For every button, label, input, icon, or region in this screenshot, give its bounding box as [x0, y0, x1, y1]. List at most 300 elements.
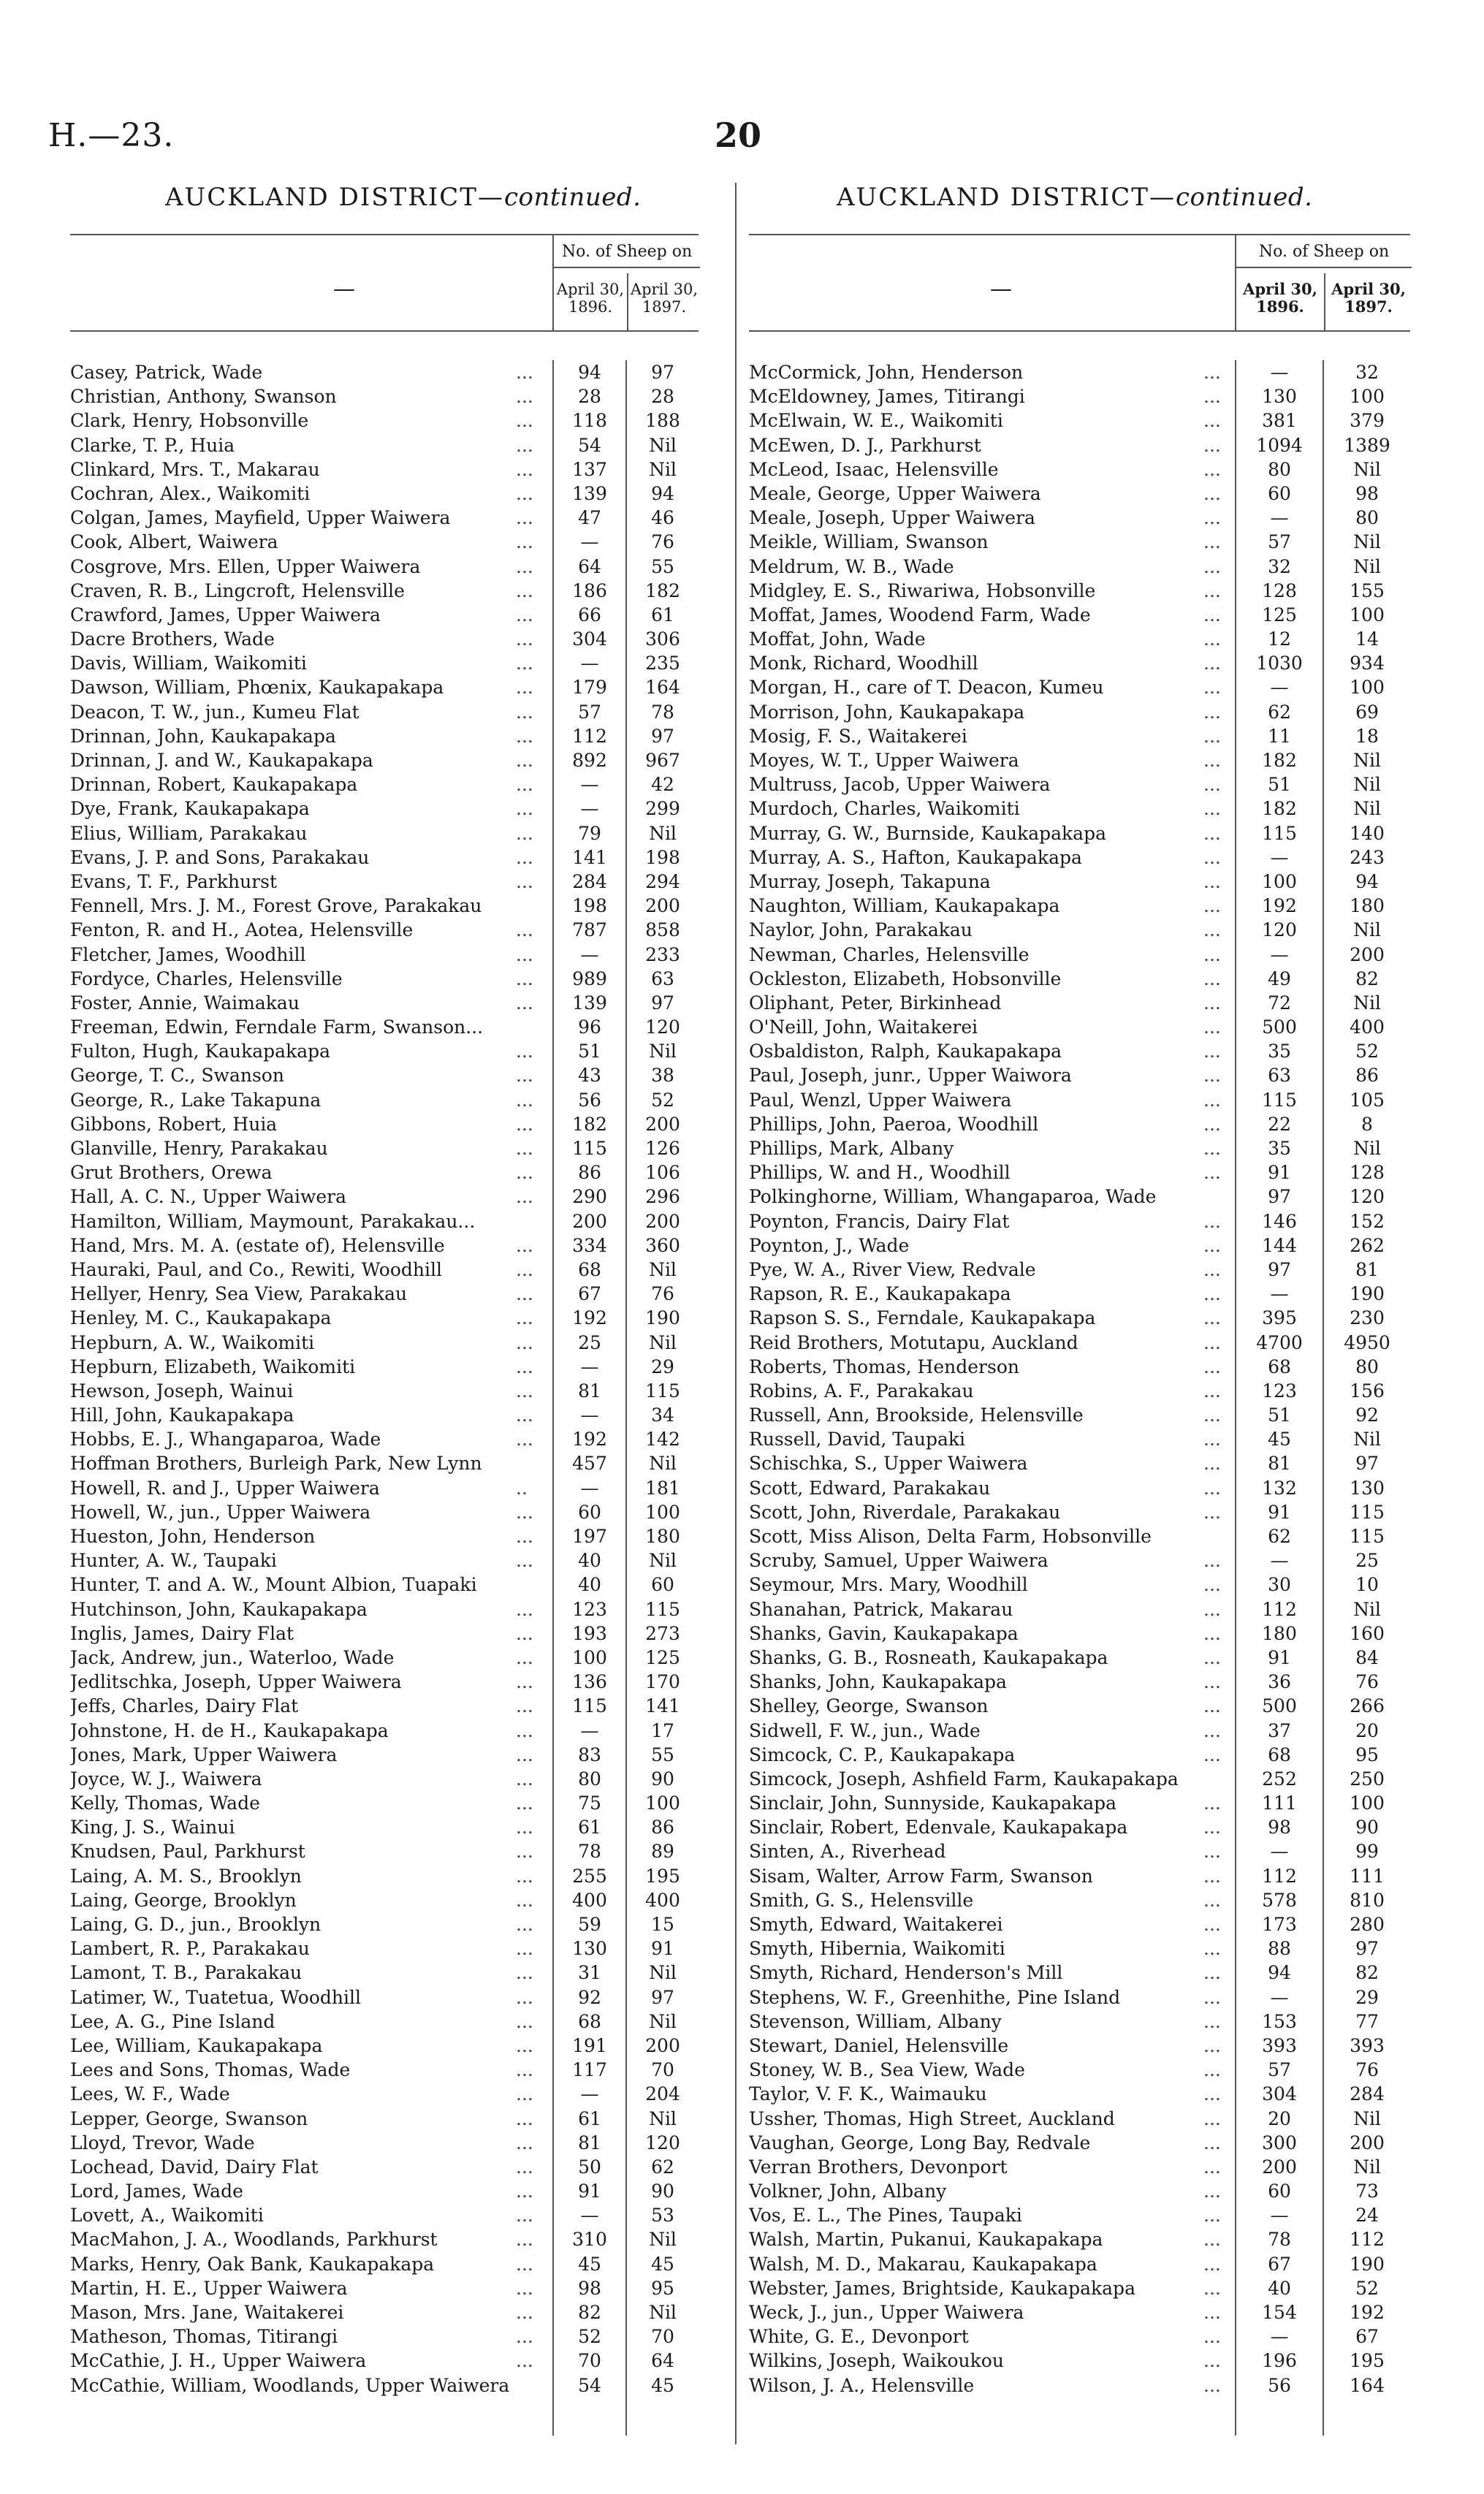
leader-dots: ...: [516, 1307, 533, 1329]
sheep-1897: 100: [1350, 677, 1385, 699]
holder-name: Clarke, T. P., Huia: [70, 434, 235, 456]
sheep-1896: 80: [1268, 458, 1291, 480]
leader-dots: ...: [1203, 967, 1221, 989]
table-row: [749, 2227, 1410, 2251]
sheep-1897: 967: [645, 750, 680, 771]
table-row: [749, 1719, 1410, 1743]
sheep-1896: 191: [572, 2034, 607, 2056]
holder-name: Fennell, Mrs. J. M., Forest Grove, Parakakau: [70, 895, 482, 917]
sheep-1896: 91: [1268, 1162, 1291, 1184]
leader-dots: ...: [1203, 992, 1221, 1014]
holder-name: Lepper, George, Swanson: [70, 2107, 308, 2129]
sheep-1897: 76: [1355, 2059, 1379, 2081]
table-row: [70, 1622, 699, 1646]
table-row: [749, 579, 1410, 603]
sheep-1896: 61: [578, 2107, 601, 2129]
sheep-1897: Nil: [649, 822, 677, 844]
sheep-1897: 100: [645, 1792, 680, 1814]
table-row: [70, 1015, 699, 1039]
holder-name: Laing, G. D., jun., Brooklyn: [70, 1914, 321, 1935]
leader-dots: ...: [1203, 1841, 1221, 1863]
right-rows: [749, 360, 1410, 2398]
holder-name: Stoney, W. B., Sea View, Wade: [749, 2059, 1025, 2081]
leader-dots: ...: [1203, 410, 1221, 432]
table-row: [749, 2300, 1410, 2324]
holder-name: Poynton, J., Wade: [749, 1234, 910, 1256]
holder-name: Hobbs, E. J., Whangaparoa, Wade: [70, 1429, 381, 1451]
holder-name: Meale, George, Upper Waiwera: [749, 482, 1041, 504]
sheep-1896: 123: [1262, 1380, 1297, 1402]
table-row: [70, 1136, 699, 1160]
sheep-1896: 112: [1262, 1865, 1297, 1887]
sheep-1896: —: [1270, 943, 1289, 965]
holder-name: Hall, A. C. N., Upper Waiwera: [70, 1186, 347, 1208]
left-title-main: AUCKLAND DISTRICT—: [165, 183, 504, 212]
sheep-1897: 84: [1355, 1646, 1379, 1668]
leader-dots: ...: [1203, 1865, 1221, 1887]
sheep-1896: 51: [1268, 1404, 1291, 1426]
leader-dots: ...: [1203, 2326, 1221, 2348]
holder-name: Simcock, C. P., Kaukapakapa: [749, 1744, 1016, 1765]
leader-dots: ...: [516, 1089, 533, 1111]
sheep-1897: 125: [645, 1646, 680, 1668]
sheep-1896: 304: [1262, 2083, 1297, 2105]
sheep-1896: 68: [1268, 1356, 1291, 1377]
sheep-1897: 120: [645, 2132, 680, 2153]
leader-dots: ...: [1203, 2107, 1221, 2129]
table-row: [70, 1670, 699, 1694]
sheep-1897: 45: [651, 2374, 674, 2396]
sheep-1896: 62: [1268, 1526, 1291, 1547]
sheep-1896: 115: [1262, 822, 1297, 844]
sheep-1896: 68: [578, 2010, 601, 2032]
sheep-1897: 235: [645, 653, 680, 674]
holder-name: Lord, James, Wade: [70, 2181, 243, 2202]
table-row: [70, 967, 699, 991]
sheep-1897: 250: [1350, 1768, 1385, 1790]
table-row: [749, 1355, 1410, 1379]
table-row: [749, 384, 1410, 408]
table-row: [749, 918, 1410, 942]
sheep-1896: 49: [1268, 967, 1291, 989]
sheep-1897: 94: [1355, 870, 1379, 892]
leader-dots: ...: [1203, 1065, 1221, 1087]
holder-name: Mosig, F. S., Waitakerei: [749, 725, 967, 747]
holder-name: Naughton, William, Kaukapakapa: [749, 895, 1060, 917]
sheep-1896: 139: [572, 482, 607, 504]
table-row: [749, 1839, 1410, 1863]
leader-dots: ...: [1203, 1695, 1221, 1717]
leader-dots: ...: [1203, 701, 1221, 723]
table-row: [749, 555, 1410, 579]
leader-dots: ...: [516, 725, 533, 747]
sheep-1897: 188: [645, 410, 680, 432]
table-row: [749, 1136, 1410, 1160]
sheep-1897: Nil: [649, 434, 677, 456]
holder-name: Fulton, Hugh, Kaukapakapa: [70, 1041, 331, 1062]
left-name-column-header: —: [333, 276, 355, 302]
leader-dots: ...: [516, 1258, 533, 1280]
holder-name: Meldrum, W. B., Wade: [749, 555, 954, 577]
sheep-1896: 182: [572, 1113, 607, 1135]
sheep-1896: —: [1270, 677, 1289, 699]
leader-dots: ...: [516, 1065, 533, 1087]
holder-name: Paul, Joseph, junr., Upper Waiwora: [749, 1065, 1072, 1087]
table-row: [749, 1258, 1410, 1282]
holder-name: McEwen, D. J., Parkhurst: [749, 434, 981, 456]
sheep-1896: 111: [1262, 1792, 1297, 1814]
leader-dots: ...: [1203, 653, 1221, 674]
leader-dots: ...: [1203, 1234, 1221, 1256]
leader-dots: ...: [1203, 1501, 1221, 1523]
sheep-1896: 37: [1268, 1719, 1291, 1741]
left-col1-header: [554, 281, 627, 316]
table-row: [70, 1112, 699, 1136]
table-row: [749, 2373, 1410, 2398]
leader-dots: ...: [1203, 434, 1221, 456]
sheep-1897: 69: [1355, 701, 1379, 723]
table-row: [749, 1379, 1410, 1403]
sheep-1897: 45: [651, 2253, 674, 2275]
leader-dots: ...: [516, 2059, 533, 2081]
sheep-1896: 91: [1268, 1646, 1291, 1668]
table-row: [749, 894, 1410, 918]
page-number: 20: [715, 115, 762, 155]
holder-name: Cochran, Alex., Waikomiti: [70, 482, 311, 504]
holder-name: Sisam, Walter, Arrow Farm, Swanson: [749, 1865, 1093, 1887]
sheep-1896: 35: [1268, 1041, 1291, 1062]
table-row: [70, 894, 699, 918]
table-row: [749, 2155, 1410, 2179]
sheep-1896: 115: [572, 1138, 607, 1159]
sheep-1896: 94: [578, 362, 601, 383]
sheep-1897: 61: [651, 604, 674, 626]
leader-dots: ...: [516, 2181, 533, 2202]
sheep-1896: —: [580, 2205, 599, 2227]
sheep-1897: 198: [645, 846, 680, 868]
sheep-1897: 379: [1350, 410, 1385, 432]
sheep-1896: 173: [1262, 1914, 1297, 1935]
leader-dots: ...: [1203, 1258, 1221, 1280]
sheep-1897: 233: [645, 943, 680, 965]
leader-dots: ...: [1203, 2132, 1221, 2153]
holder-name: Hauraki, Paul, and Co., Rewiti, Woodhill: [70, 1258, 442, 1280]
sheep-1897: 100: [1350, 386, 1385, 408]
sheep-1896: 60: [1268, 482, 1291, 504]
sheep-1896: 255: [572, 1865, 607, 1887]
sheep-1896: 137: [572, 458, 607, 480]
leader-dots: ...: [1203, 628, 1221, 650]
table-row: [749, 2131, 1410, 2155]
sheep-1896: 146: [1262, 1210, 1297, 1232]
holder-name: Shelley, George, Swanson: [749, 1695, 989, 1717]
leader-dots: ...: [516, 1526, 533, 1547]
sheep-1897: 164: [645, 677, 680, 699]
sheep-1897: 97: [651, 1986, 674, 2008]
table-row: [749, 1233, 1410, 1258]
sheep-1896: 60: [1268, 2181, 1291, 2202]
leader-dots: ...: [516, 579, 533, 601]
sheep-1896: 45: [578, 2253, 601, 2275]
table-row: [70, 1815, 699, 1839]
holder-name: Scott, Miss Alison, Delta Farm, Hobsonville: [749, 1526, 1152, 1547]
leader-dots: ...: [1203, 1380, 1221, 1402]
sheep-1896: 68: [578, 1258, 601, 1280]
table-row: [70, 1573, 699, 1597]
sheep-1897: 112: [1350, 2229, 1385, 2251]
sheep-1896: 154: [1262, 2302, 1297, 2323]
leader-dots: ...: [1203, 846, 1221, 868]
sheep-1897: 360: [645, 1234, 680, 1256]
holder-name: Christian, Anthony, Swanson: [70, 386, 337, 408]
table-row: [70, 1646, 699, 1670]
holder-name: Wilson, J. A., Helensville: [749, 2374, 975, 2396]
holder-name: Scott, Edward, Parakakau: [749, 1477, 991, 1499]
holder-name: Grut Brothers, Orewa: [70, 1162, 273, 1184]
leader-dots: ...: [516, 1186, 533, 1208]
sheep-1897: Nil: [649, 2229, 677, 2251]
holder-name: McCathie, J. H., Upper Waiwera: [70, 2350, 367, 2372]
table-row: [749, 530, 1410, 554]
holder-name: Fletcher, James, Woodhill: [70, 943, 306, 965]
table-row: [749, 2082, 1410, 2106]
sheep-1896: 82: [578, 2302, 601, 2323]
holder-name: Seymour, Mrs. Mary, Woodhill: [749, 1574, 1028, 1596]
sheep-1896: 75: [578, 1792, 601, 1814]
sheep-1896: 197: [572, 1526, 607, 1547]
sheep-1896: 51: [578, 1041, 601, 1062]
table-row: [70, 482, 699, 506]
holder-name: Joyce, W. J., Waiwera: [70, 1768, 262, 1790]
leader-dots: ...: [1203, 2010, 1221, 2032]
sheep-1896: 81: [1268, 1453, 1291, 1475]
table-row: [70, 1355, 699, 1379]
table-row: [749, 651, 1410, 675]
sheep-1897: 90: [651, 1768, 674, 1790]
table-row: [749, 1476, 1410, 1500]
holder-name: Drinnan, J. and W., Kaukapakapa: [70, 750, 373, 771]
sheep-1896: 192: [572, 1307, 607, 1329]
table-row: [70, 845, 699, 870]
leader-dots: ...: [516, 677, 533, 699]
leader-dots: ...: [516, 1817, 533, 1839]
sheep-1896: 96: [578, 1016, 601, 1038]
leader-dots: ...: [1203, 725, 1221, 747]
holder-name: Knudsen, Paul, Parkhurst: [70, 1841, 305, 1863]
holder-name: Lees, W. F., Wade: [70, 2083, 230, 2105]
holder-name: Colgan, James, Mayfield, Upper Waiwera: [70, 507, 451, 529]
holder-name: Phillips, Mark, Albany: [749, 1138, 954, 1159]
table-row: [70, 1719, 699, 1743]
right-title-continued: continued.: [1175, 183, 1313, 212]
holder-name: Fordyce, Charles, Helensville: [70, 967, 343, 989]
holder-name: Hepburn, A. W., Waikomiti: [70, 1331, 315, 1353]
holder-name: Russell, David, Taupaki: [749, 1429, 966, 1451]
sheep-1896: 91: [1268, 1501, 1291, 1523]
table-row: [749, 1622, 1410, 1646]
sheep-1897: 156: [1350, 1380, 1385, 1402]
sheep-1897: 67: [1355, 2326, 1379, 2348]
sheep-1897: 858: [645, 919, 680, 941]
sheep-1896: 112: [572, 725, 607, 747]
holder-name: Sinten, A., Riverhead: [749, 1841, 946, 1863]
sheep-1897: 70: [651, 2059, 674, 2081]
sheep-1896: 81: [578, 1380, 601, 1402]
holder-name: Hunter, A. W., Taupaki: [70, 1550, 277, 1572]
sheep-1896: 500: [1262, 1695, 1297, 1717]
leader-dots: ...: [1203, 943, 1221, 965]
table-row: [749, 2010, 1410, 2034]
sheep-1897: 142: [645, 1429, 680, 1451]
sheep-1896: —: [580, 1477, 599, 1499]
sheep-1897: 120: [645, 1016, 680, 1038]
leader-dots: ...: [1203, 1453, 1221, 1475]
left-col2-date: April 30,: [630, 281, 699, 298]
table-row: [70, 1160, 699, 1185]
sheep-1897: Nil: [1353, 750, 1381, 771]
sheep-1897: Nil: [649, 1041, 677, 1062]
holder-name: Deacon, T. W., jun., Kumeu Flat: [70, 701, 359, 723]
leader-dots: ...: [516, 870, 533, 892]
leader-dots: ...: [1203, 1356, 1221, 1377]
sheep-1896: 182: [1262, 798, 1297, 820]
sheep-1897: 181: [645, 1477, 680, 1499]
table-row: [70, 1403, 699, 1427]
sheep-1897: 105: [1350, 1089, 1385, 1111]
leader-dots: ...: [1203, 2083, 1221, 2105]
table-row: [749, 506, 1410, 530]
sheep-1896: 11: [1268, 725, 1291, 747]
table-row: [70, 651, 699, 675]
sheep-1897: 182: [645, 579, 680, 601]
leader-dots: ...: [1203, 579, 1221, 601]
holder-name: Jeffs, Charles, Dairy Flat: [70, 1695, 299, 1717]
sheep-1897: 73: [1355, 2181, 1379, 2202]
sheep-1897: 95: [651, 2277, 674, 2299]
sheep-1897: Nil: [649, 1550, 677, 1572]
leader-dots: ...: [516, 1162, 533, 1184]
table-row: [70, 1694, 699, 1718]
holder-name: Scott, John, Riverdale, Parakakau: [749, 1501, 1061, 1523]
leader-dots: ...: [516, 1356, 533, 1377]
sheep-1896: 61: [578, 1817, 601, 1839]
left-title-continued: continued.: [503, 183, 642, 212]
holder-name: Smyth, Richard, Henderson's Mill: [749, 1962, 1063, 1984]
sheep-1897: 306: [645, 628, 680, 650]
holder-name: Meikle, William, Swanson: [749, 531, 989, 553]
leader-dots: ...: [516, 2107, 533, 2129]
left-table-header: [70, 234, 699, 332]
sheep-1896: 54: [578, 2374, 601, 2396]
sheep-1897: 18: [1355, 725, 1379, 747]
holder-name: White, G. E., Devonport: [749, 2326, 969, 2348]
table-row: [749, 772, 1410, 797]
table-row: [749, 1403, 1410, 1427]
sheep-1896: 40: [578, 1574, 601, 1596]
sheep-1896: —: [1270, 1550, 1289, 1572]
sheep-1896: 98: [1268, 1817, 1291, 1839]
holder-name: George, T. C., Swanson: [70, 1065, 284, 1087]
sheep-1897: 52: [1355, 1041, 1379, 1062]
table-row: [70, 1209, 699, 1233]
table-row: [70, 1331, 699, 1355]
table-row: [70, 408, 699, 433]
sheep-1897: 115: [1350, 1526, 1385, 1547]
holder-name: Sinclair, John, Sunnyside, Kaukapakapa: [749, 1792, 1117, 1814]
sheep-1897: 115: [1350, 1501, 1385, 1523]
leader-dots: ...: [1203, 2156, 1221, 2178]
table-row: [70, 1548, 699, 1573]
sheep-1897: Nil: [649, 2302, 677, 2323]
holder-name: Foster, Annie, Waimakau: [70, 992, 300, 1014]
leader-dots: ...: [516, 1550, 533, 1572]
sheep-1897: 64: [651, 2350, 674, 2372]
table-row: [70, 579, 699, 603]
sheep-1897: 20: [1355, 1719, 1379, 1741]
table-row: [70, 1451, 699, 1475]
holder-name: Phillips, John, Paeroa, Woodhill: [749, 1113, 1039, 1135]
leader-dots: ...: [516, 434, 533, 456]
sheep-1897: 38: [651, 1065, 674, 1087]
right-col2-year: 1897.: [1344, 297, 1393, 316]
sheep-1897: Nil: [1353, 798, 1381, 820]
sheep-1897: 141: [645, 1695, 680, 1717]
sheep-1896: 78: [1268, 2229, 1291, 2251]
sheep-1896: 62: [1268, 701, 1291, 723]
sheep-1897: 284: [1350, 2083, 1385, 2105]
holder-name: Hutchinson, John, Kaukapakapa: [70, 1598, 368, 1620]
table-row: [70, 870, 699, 894]
leader-dots: ...: [516, 2034, 533, 2056]
sheep-1896: 83: [578, 1744, 601, 1765]
sheep-1897: 106: [645, 1162, 680, 1184]
table-row: [749, 2349, 1410, 2373]
leader-dots: ...: [1203, 1089, 1221, 1111]
holder-name: Phillips, W. and H., Woodhill: [749, 1162, 1011, 1184]
sheep-1896: 989: [572, 967, 607, 989]
sheep-1897: 17: [651, 1719, 674, 1741]
holder-name: Matheson, Thomas, Titirangi: [70, 2326, 338, 2348]
sheep-1897: 160: [1350, 1622, 1385, 1644]
holder-name: Clark, Henry, Hobsonville: [70, 410, 309, 432]
holder-name: Webster, James, Brightside, Kaukapakapa: [749, 2277, 1135, 2299]
sheep-1897: 92: [1355, 1404, 1379, 1426]
table-row: [70, 1379, 699, 1403]
sheep-1897: 24: [1355, 2205, 1379, 2227]
table-row: [70, 2082, 699, 2106]
leader-dots: ...: [1203, 1914, 1221, 1935]
table-row: [70, 1258, 699, 1282]
leader-dots: ...: [516, 1598, 533, 1620]
holder-name: Drinnan, John, Kaukapakapa: [70, 725, 336, 747]
sheep-1896: 43: [578, 1065, 601, 1087]
table-row: [749, 870, 1410, 894]
table-row: [70, 433, 699, 457]
sheep-1896: 117: [572, 2059, 607, 2081]
sheep-1896: 20: [1268, 2107, 1291, 2129]
sheep-1897: 115: [645, 1380, 680, 1402]
table-row: [749, 1888, 1410, 1912]
column-divider: [735, 183, 737, 2444]
sheep-1897: 10: [1355, 1574, 1379, 1596]
holder-name: Paul, Wenzl, Upper Waiwera: [749, 1089, 1012, 1111]
sheep-1896: 192: [572, 1429, 607, 1451]
sheep-1897: Nil: [649, 2010, 677, 2032]
leader-dots: ...: [1203, 507, 1221, 529]
sheep-1897: 95: [1355, 1744, 1379, 1765]
holder-name: Kelly, Thomas, Wade: [70, 1792, 260, 1814]
table-row: [70, 2107, 699, 2131]
